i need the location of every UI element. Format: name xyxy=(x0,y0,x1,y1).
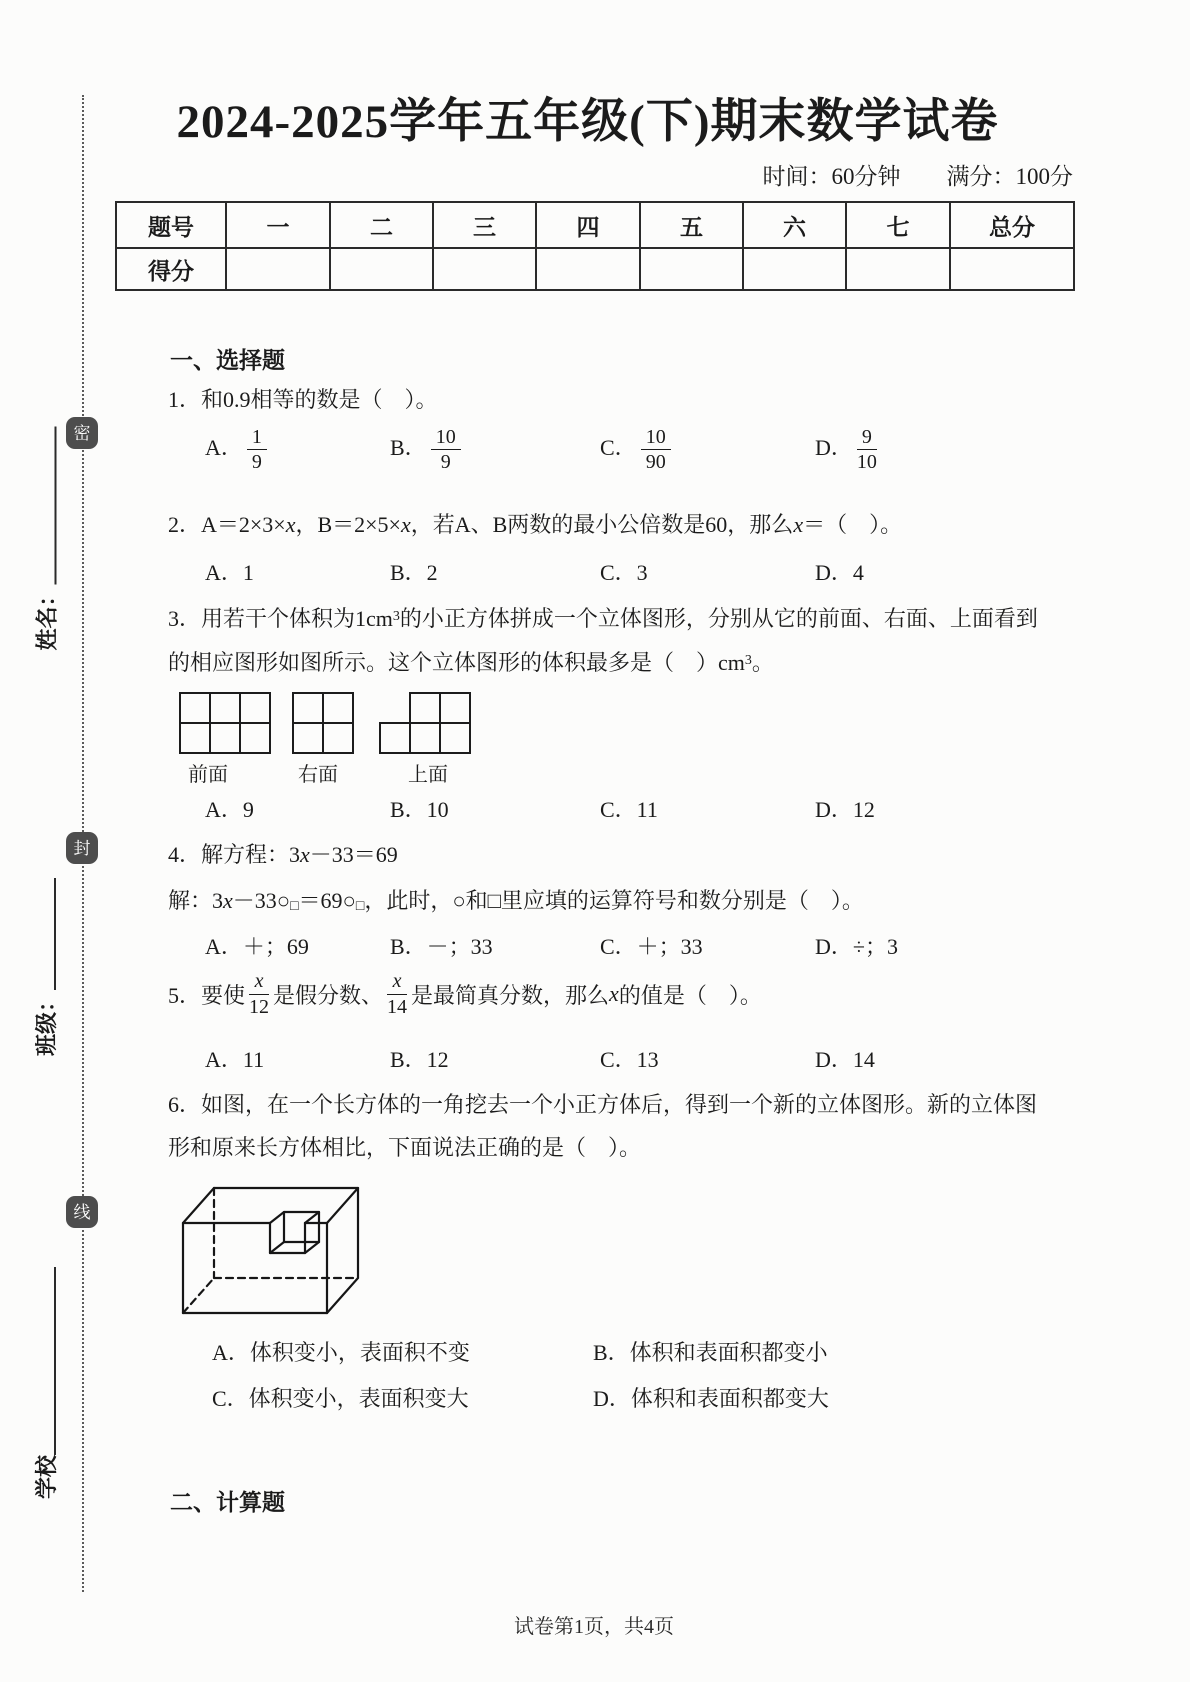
question-6-line2: 形和原来长方体相比，下面说法正确的是（ ）。 xyxy=(168,1135,642,1160)
q3-seg: 的小正方体拼成一个立体图形，分别从它的前面、右面、上面看到 xyxy=(399,606,1038,631)
seal-char-feng-text: 封 xyxy=(73,838,91,858)
q4-option-d: D．÷；3 xyxy=(815,934,898,959)
question-4-line2 xyxy=(168,884,864,915)
q1-option-c-fraction xyxy=(641,426,671,474)
q5-seg: 是假分数、 xyxy=(273,982,384,1008)
q1-option-a-fraction xyxy=(247,426,267,474)
score-header-cell: 三 xyxy=(433,202,536,248)
score-cell xyxy=(640,248,743,290)
score-header-cell: 总分 xyxy=(950,202,1074,248)
q3-seg: 3．用若干个体积为1cm xyxy=(168,606,393,631)
q4-option-a: A．＋；69 xyxy=(205,934,309,959)
question-4-line1 xyxy=(168,838,398,869)
q3-view-grids-figure xyxy=(175,688,485,758)
q5-seg: 是最简真分数，那么 xyxy=(411,982,610,1008)
score-header-cell: 四 xyxy=(536,202,640,248)
score-header-cell: 七 xyxy=(846,202,950,248)
score-cell xyxy=(950,248,1074,290)
q6-option-c: C．体积变小，表面积变大 xyxy=(212,1386,469,1411)
q2-seg: ＝（ ）。 xyxy=(803,512,903,537)
q6-option-d: D．体积和表面积都变大 xyxy=(593,1386,829,1411)
name-blank-line xyxy=(35,426,57,584)
question-5-text xyxy=(168,966,762,1022)
fraction-numerator: x xyxy=(249,970,269,994)
q3-seg: 的相应图形如图所示。这个立体图形的体积最多是（ ）cm xyxy=(168,650,745,675)
fraction-numerator: 10 xyxy=(431,426,461,450)
exam-meta xyxy=(115,158,1073,191)
class-blank-line xyxy=(34,878,56,990)
q3-option-b: B．10 xyxy=(390,797,449,822)
question-3-line1 xyxy=(168,602,1038,633)
q2-option-b: B．2 xyxy=(390,560,438,585)
q2-var-x: x xyxy=(793,512,804,537)
score-cell xyxy=(330,248,433,290)
q1-option-c-letter: C． xyxy=(600,434,637,460)
q5-option-a: A．11 xyxy=(205,1047,265,1072)
q2-option-a: A．1 xyxy=(205,560,254,585)
score-table xyxy=(115,201,1075,291)
fraction-denominator: 9 xyxy=(251,451,262,474)
q4-seg: 4．解方程：3 xyxy=(168,842,301,867)
top-view-label: 上面 xyxy=(408,764,448,786)
front-view-label: 前面 xyxy=(188,764,228,786)
q3-seg: 。 xyxy=(751,650,774,675)
seal-char-xian xyxy=(66,1196,98,1228)
q3-option-c: C．11 xyxy=(600,797,658,822)
right-view-label: 右面 xyxy=(298,764,338,786)
question-3-line2 xyxy=(168,646,774,677)
score-table-score-row xyxy=(116,248,1074,290)
q5-fraction-2 xyxy=(387,970,407,1018)
score-cell xyxy=(743,248,846,290)
school-field-label: 学校 xyxy=(33,1454,59,1499)
fraction-denominator: 14 xyxy=(387,995,408,1018)
q5-seg: 的值是（ ）。 xyxy=(618,982,762,1008)
q3-option-a: A．9 xyxy=(205,797,254,822)
fraction-numerator: 9 xyxy=(857,426,877,450)
q1-option-d-letter: D． xyxy=(815,434,853,460)
section-2-title: 二、计算题 xyxy=(170,1490,285,1515)
q2-var-x: x xyxy=(400,512,411,537)
seal-char-mi xyxy=(66,417,98,449)
q1-option-b-fraction xyxy=(431,426,461,474)
q2-seg: ，若A、B两数的最小公倍数是60，那么 xyxy=(410,512,794,537)
fraction-numerator: 1 xyxy=(247,426,267,450)
q3-superscript: 3 xyxy=(744,653,752,668)
q4-var-x: x xyxy=(223,888,233,913)
q1-option-b-letter: B． xyxy=(390,434,427,460)
q5-fraction-1 xyxy=(249,970,269,1018)
q1-option-d-fraction xyxy=(857,426,877,474)
score-table-header-row xyxy=(116,202,1074,248)
q2-var-x: x xyxy=(285,512,296,537)
score-cell xyxy=(846,248,950,290)
q4-seg: －33○ xyxy=(232,888,291,913)
seal-char-feng xyxy=(66,832,98,864)
q5-option-d: D．14 xyxy=(815,1047,875,1072)
score-header-cell: 六 xyxy=(743,202,846,248)
q4-seg: ＝69○ xyxy=(298,888,356,913)
q1-option-a-letter: A． xyxy=(205,434,243,460)
q5-seg: 5．要使 xyxy=(168,982,246,1008)
score-row-label: 得分 xyxy=(116,248,226,290)
q5-option-c: C．13 xyxy=(600,1047,659,1072)
score-header-cell: 二 xyxy=(330,202,433,248)
question-2-text xyxy=(168,508,902,539)
q1-option-a xyxy=(205,426,271,474)
score-header-cell: 五 xyxy=(640,202,743,248)
class-field-label: 班级： xyxy=(33,989,59,1056)
q4-small-box: □ xyxy=(355,899,365,914)
fraction-denominator: 10 xyxy=(856,451,877,474)
q1-option-d xyxy=(815,426,881,474)
cuboid-with-cut-cube-figure xyxy=(165,1178,395,1323)
q1-option-b xyxy=(390,426,465,474)
school-field xyxy=(30,1221,60,1499)
fraction-denominator: 90 xyxy=(645,451,666,474)
q4-small-box: □ xyxy=(290,899,299,914)
seal-char-mi-text: 密 xyxy=(73,423,91,443)
fraction-denominator: 12 xyxy=(249,995,270,1018)
q3-option-d: D．12 xyxy=(815,797,875,822)
q6-option-b: B．体积和表面积都变小 xyxy=(593,1340,828,1365)
name-field-label: 姓名： xyxy=(34,584,59,651)
exam-title: 2024-2025学年五年级(下)期末数学试卷 xyxy=(176,96,999,148)
q2-option-d: D．4 xyxy=(815,560,864,585)
q5-option-b: B．12 xyxy=(390,1047,449,1072)
q4-var-x: x xyxy=(300,842,310,867)
q2-seg: 2．A＝2×3× xyxy=(168,512,286,537)
q5-var-x: x xyxy=(609,981,619,1006)
score-cell xyxy=(226,248,330,290)
name-field xyxy=(31,406,61,651)
q3-superscript: 3 xyxy=(392,609,400,624)
fraction-numerator: x xyxy=(387,970,407,994)
school-blank-line xyxy=(34,1267,56,1455)
question-1-text: 1．和0.9相等的数是（ ）。 xyxy=(168,387,438,412)
seal-char-xian-text: 线 xyxy=(73,1202,91,1222)
q1-option-c xyxy=(600,426,675,474)
q4-seg: －33＝69 xyxy=(309,842,398,867)
q2-option-c: C．3 xyxy=(600,560,648,585)
q6-option-a: A．体积变小，表面积不变 xyxy=(212,1340,470,1365)
q4-option-c: C．＋；33 xyxy=(600,934,703,959)
exam-time: 时间：60分钟 xyxy=(762,164,901,189)
fraction-denominator: 9 xyxy=(440,451,451,474)
q4-seg: ，此时，○和□里应填的运算符号和数分别是（ ）。 xyxy=(364,888,864,913)
section-1-title: 一、选择题 xyxy=(170,348,285,373)
score-header-cell: 题号 xyxy=(116,202,226,248)
question-6-line1: 6．如图，在一个长方体的一角挖去一个小正方体后，得到一个新的立体图形。新的立体图 xyxy=(168,1092,1038,1117)
exam-full-score: 满分：100分 xyxy=(946,164,1073,189)
score-cell xyxy=(536,248,640,290)
score-header-cell: 一 xyxy=(226,202,330,248)
score-cell xyxy=(433,248,536,290)
fraction-numerator: 10 xyxy=(641,426,671,450)
class-field xyxy=(30,856,60,1056)
q4-option-b: B．－；33 xyxy=(390,934,493,959)
page-footer: 试卷第1页，共4页 xyxy=(514,1616,674,1638)
q2-seg: ，B＝2×5× xyxy=(295,512,401,537)
q4-seg: 解：3 xyxy=(168,888,224,913)
